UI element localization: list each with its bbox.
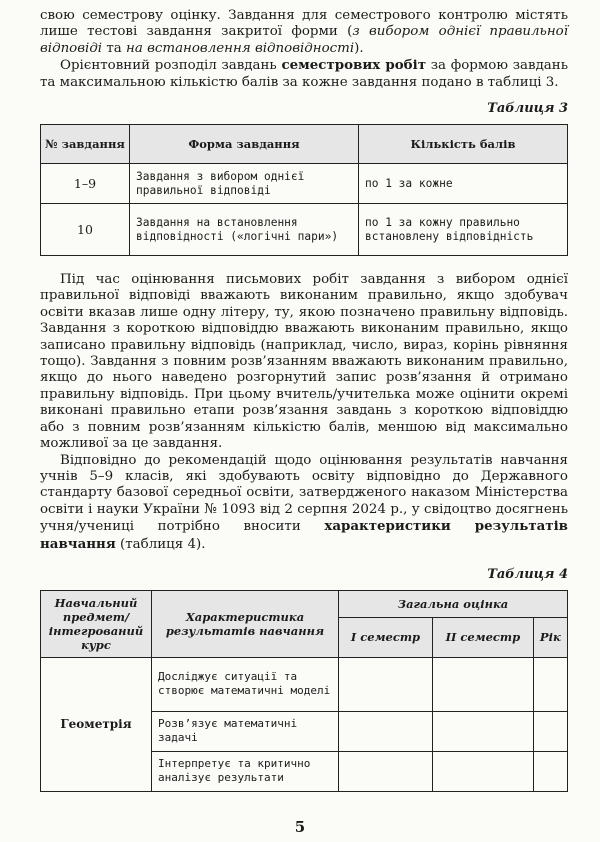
header-points: Кількість балів <box>359 125 568 164</box>
page-content <box>40 8 568 792</box>
cell-characteristic: Розв’язує математичні задачі <box>152 711 339 751</box>
header-total-grade: Загальна оцінка <box>339 590 568 617</box>
table-row <box>41 164 568 204</box>
paragraph-semester-tasks <box>40 8 568 57</box>
table-header-row <box>41 590 568 617</box>
cell-grade[interactable] <box>339 711 433 751</box>
text: Відповідно до рекомендацій щодо оцінювання результатів навчання учнів 5–9 класів, які здобувають освіту відповідно до Державного стандарту базової середньої освіти, затвердженого наказом Міністерства освіти і науки України № 1093 від 2 серпня 2024 р., у свідоцтво досягнень учня/учениці потрібно вносити <box>40 452 568 535</box>
cell-grade[interactable] <box>433 751 534 791</box>
cell-grade[interactable] <box>433 711 534 751</box>
cell-form: Завдання на встановлення відповідності («логічні пари») <box>130 204 359 256</box>
table-row <box>41 657 568 711</box>
bold-text: семестрових робіт <box>281 57 427 74</box>
table-header-row <box>41 125 568 164</box>
cell-form: Завдання з вибором однієї правильної відповіді <box>130 164 359 204</box>
cell-grade[interactable] <box>533 657 567 711</box>
cell-characteristic: Інтерпретує та критично аналізує результати <box>152 751 339 791</box>
cell-points: по 1 за кожну правильно встановлену відповідність <box>359 204 568 256</box>
header-subject: Навчальний предмет/ інтегрований курс <box>41 590 152 657</box>
italic-text: на встановлення відповідності <box>126 40 355 56</box>
table4 <box>40 590 568 792</box>
cell-number: 1–9 <box>41 164 130 204</box>
cell-grade[interactable] <box>533 711 567 751</box>
text: ). <box>354 40 364 56</box>
table4-caption: Таблиця 4 <box>487 566 568 582</box>
text: свою семестрову оцінку. Завдання для семестрового контролю містять лише тестові завдання закритої форми ( <box>40 8 568 40</box>
text: Орієнтовний розподіл завдань <box>60 58 282 74</box>
bold-text: характеристики результатів навчання <box>40 518 568 552</box>
cell-grade[interactable] <box>433 657 534 711</box>
cell-points: по 1 за кожне <box>359 164 568 204</box>
italic-text: з вибором однієї правильної відповіді <box>40 24 568 56</box>
cell-grade[interactable] <box>533 751 567 791</box>
cell-grade[interactable] <box>339 657 433 711</box>
text: (таблиця 4). <box>115 536 206 552</box>
header-number: № завдання <box>41 125 130 164</box>
page-number: 5 <box>294 818 306 836</box>
paragraph-recommendations <box>40 453 568 553</box>
cell-number: 10 <box>41 204 130 256</box>
table3-caption: Таблиця 3 <box>487 101 568 117</box>
cell-characteristic: Досліджує ситуації та створює математичні моделі <box>152 657 339 711</box>
paragraph-distribution <box>40 57 568 91</box>
header-characteristic: Характеристика результатів навчання <box>152 590 339 657</box>
cell-grade[interactable] <box>339 751 433 791</box>
header-year: Рік <box>533 617 567 657</box>
cell-subject: Геометрія <box>41 657 152 791</box>
paragraph-grading: Під час оцінювання письмових робіт завдання з вибором однієї правильної відповіді вважають виконаним правильно, якщо здобувач освіти вказав лише одну літеру, ту, якою позначено правильну відповідь. Завдання з короткою відповіддю вважають виконаним правильно, якщо записано правильну відповідь (наприклад, число, вираз, корінь рівняння тощо). Завдання з повним розв’язанням вважають виконаним правильно, якщо до нього наведено розгорнутий запис розв’язання й отримано правильну відповідь. При цьому вчитель/учителька може оцінити окремі виконані правильно етапи розв’язання завдань з короткою відповіддю або з повним розв’язанням кількістю балів, меншою від максимально можливої за це завдання. <box>40 272 568 452</box>
text: за формою завдань та максимальною кількістю балів за кожне завдання подано в таблиці 3. <box>40 58 569 90</box>
table-row <box>41 204 568 256</box>
text: та <box>102 40 127 56</box>
table3 <box>40 124 568 256</box>
header-semester-2: ІІ семестр <box>433 617 534 657</box>
header-form: Форма завдання <box>130 125 359 164</box>
header-semester-1: І семестр <box>339 617 433 657</box>
